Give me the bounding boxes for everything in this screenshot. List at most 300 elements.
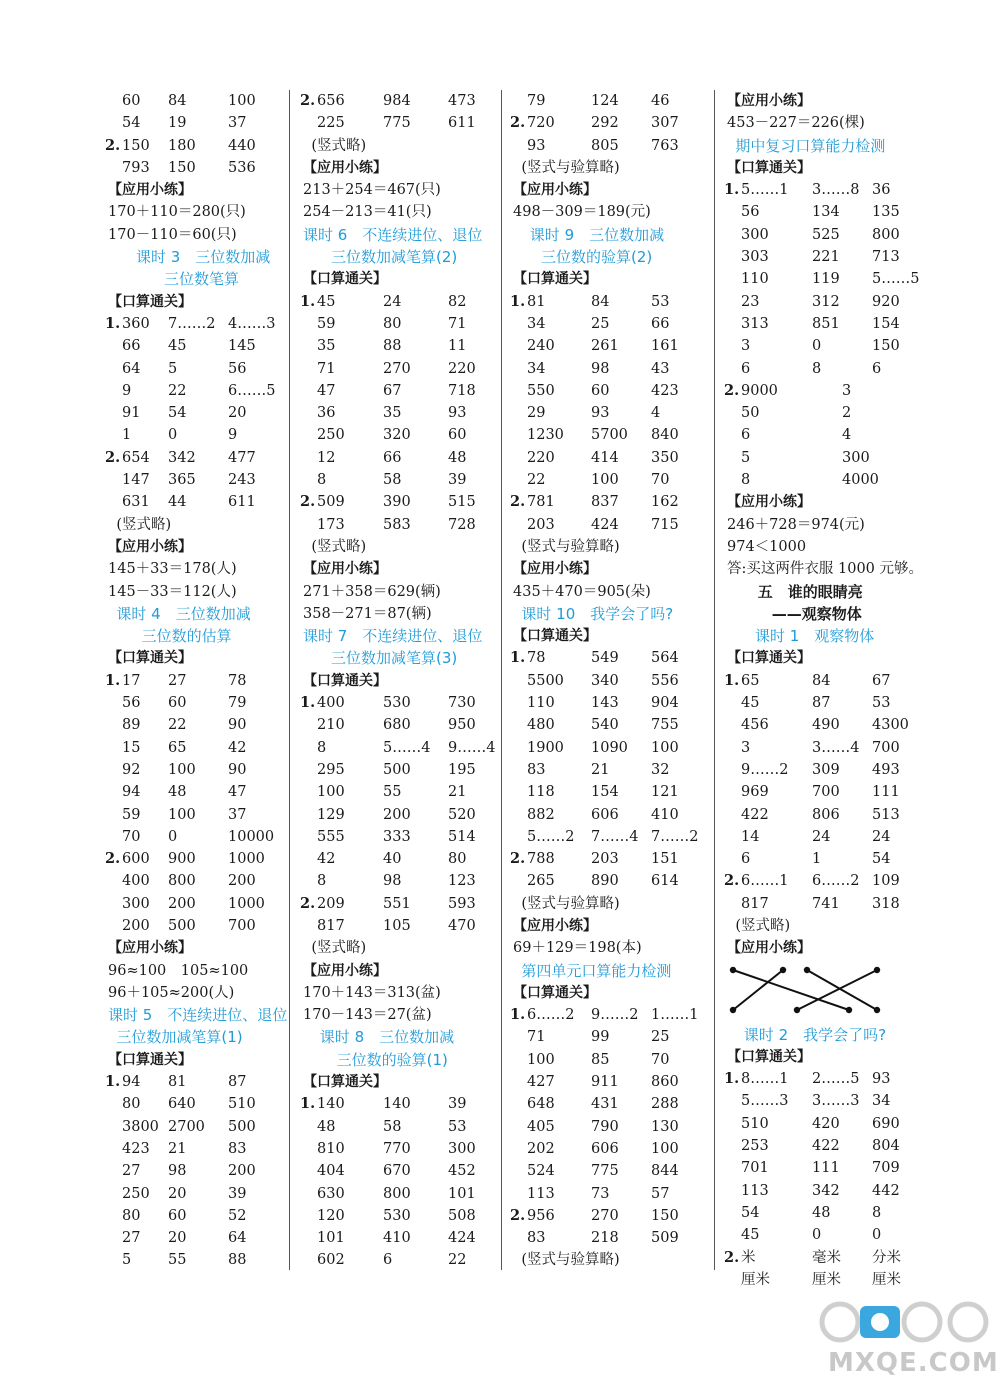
answer-value: 70 bbox=[651, 472, 670, 489]
answer-value: 195 bbox=[448, 761, 476, 778]
answer-text: 96＋105≈200(人) bbox=[108, 984, 235, 1001]
answer-value: 556 bbox=[651, 672, 679, 689]
answer-value: 431 bbox=[591, 1096, 619, 1113]
answer-value: 614 bbox=[651, 873, 679, 890]
answer-value: 1090 bbox=[591, 739, 628, 756]
question-number: 1. bbox=[105, 671, 121, 689]
answer-value: 3……3 bbox=[812, 1093, 860, 1110]
answer-value: 390 bbox=[383, 494, 411, 511]
answer-value: 150 bbox=[168, 159, 196, 176]
question-number: 1. bbox=[510, 292, 526, 310]
answer-value: 405 bbox=[527, 1118, 555, 1135]
answer-row bbox=[303, 335, 498, 357]
answer-value: 46 bbox=[651, 93, 670, 109]
answer-text: (竖式略) bbox=[311, 538, 367, 555]
answer-row bbox=[108, 424, 286, 446]
answer-value: 500 bbox=[383, 761, 411, 778]
answer-value: 42 bbox=[228, 739, 247, 756]
answer-row bbox=[727, 848, 987, 870]
section-header: 【口算通关】 bbox=[727, 650, 811, 667]
answer-value: 209 bbox=[317, 895, 345, 912]
answer-value: 295 bbox=[317, 761, 345, 778]
answer-value: 3……4 bbox=[812, 739, 860, 756]
answer-value: 741 bbox=[812, 895, 840, 912]
answer-value: 400 bbox=[317, 695, 345, 712]
answer-value: 600 bbox=[122, 851, 150, 868]
answer-value: 5……2 bbox=[527, 828, 575, 845]
answer-value: 60 bbox=[122, 93, 141, 109]
answer-value: 200 bbox=[122, 917, 150, 934]
answer-value: 180 bbox=[168, 137, 196, 154]
answer-value: 100 bbox=[651, 1140, 679, 1157]
answer-row bbox=[108, 402, 286, 424]
answer-value: 9……2 bbox=[591, 1007, 639, 1024]
answer-value: 85 bbox=[591, 1051, 610, 1068]
answer-row bbox=[108, 1160, 286, 1182]
answer-row bbox=[510, 291, 713, 313]
answer-value: 611 bbox=[228, 494, 256, 511]
answer-value: 5……5 bbox=[872, 271, 920, 288]
answer-value: 24 bbox=[872, 828, 891, 845]
section-header: 【应用小练】 bbox=[513, 561, 597, 578]
answer-row bbox=[513, 90, 713, 112]
answer-row bbox=[303, 848, 498, 870]
answer-value: 203 bbox=[591, 851, 619, 868]
answer-value: 606 bbox=[591, 806, 619, 823]
answer-value: 80 bbox=[383, 315, 402, 332]
answer-row bbox=[727, 826, 987, 848]
answer-value: 0 bbox=[812, 1227, 822, 1244]
answer-value: 65 bbox=[741, 672, 760, 689]
answer-row bbox=[303, 714, 498, 736]
answer-value: 333 bbox=[383, 828, 411, 845]
answer-text: (竖式略) bbox=[311, 940, 367, 957]
answer-value: 64 bbox=[122, 360, 141, 377]
answer-value: 101 bbox=[317, 1230, 345, 1247]
answer-row bbox=[727, 1224, 987, 1246]
watermark bbox=[818, 1300, 999, 1382]
match-line bbox=[733, 970, 849, 1010]
column-1 bbox=[105, 90, 288, 1272]
answer-value: 111 bbox=[872, 784, 900, 801]
match-dot bbox=[730, 1006, 736, 1012]
answer-value: 800 bbox=[872, 226, 900, 243]
answer-row bbox=[727, 402, 987, 424]
answer-text: 974＜1000 bbox=[727, 538, 807, 555]
lesson-title: 课时 8 三位数加减 bbox=[319, 1028, 455, 1047]
answer-value: 656 bbox=[317, 93, 345, 109]
answer-value: 728 bbox=[448, 516, 476, 533]
answer-value: 130 bbox=[651, 1118, 679, 1135]
answer-row bbox=[108, 1093, 286, 1115]
section-header: 【口算通关】 bbox=[513, 984, 597, 1001]
question-number: 2. bbox=[105, 448, 121, 466]
answer-value: 530 bbox=[383, 695, 411, 712]
answer-value: 58 bbox=[383, 472, 402, 489]
answer-value: 89 bbox=[122, 717, 141, 734]
answer-value: 21 bbox=[448, 784, 467, 801]
answer-value: 27 bbox=[122, 1230, 141, 1247]
answer-row bbox=[727, 1202, 987, 1224]
answer-row bbox=[727, 1113, 987, 1135]
answer-value: 87 bbox=[228, 1074, 247, 1091]
answer-row bbox=[727, 246, 987, 268]
answer-row bbox=[300, 491, 498, 513]
answer-row bbox=[510, 647, 713, 669]
answer-value: 39 bbox=[228, 1185, 247, 1202]
answer-value: 9 bbox=[122, 382, 132, 399]
answer-value: 24 bbox=[383, 293, 402, 310]
lesson-title: 期中复习口算能力检测 bbox=[735, 136, 886, 155]
answer-value: 21 bbox=[591, 761, 610, 778]
answer-value: 3 bbox=[741, 739, 751, 756]
answer-value: 220 bbox=[527, 449, 555, 466]
answer-value: 米 bbox=[741, 1249, 756, 1266]
answer-value: 203 bbox=[527, 516, 555, 533]
answer-value: 5 bbox=[122, 1252, 132, 1269]
answer-value: 48 bbox=[168, 784, 187, 801]
answer-row bbox=[727, 781, 987, 803]
answer-row bbox=[105, 447, 286, 469]
answer-row bbox=[513, 380, 713, 402]
answer-value: 80 bbox=[122, 1207, 141, 1224]
answer-value: 648 bbox=[527, 1096, 555, 1113]
answer-value: 54 bbox=[872, 851, 891, 868]
answer-value: 265 bbox=[527, 873, 555, 890]
answer-value: 120 bbox=[317, 1207, 345, 1224]
answer-row bbox=[513, 402, 713, 424]
answer-value: 105 bbox=[383, 917, 411, 934]
answer-text: 170－110＝60(只) bbox=[108, 226, 237, 243]
answer-value: 15 bbox=[122, 739, 141, 756]
answer-text: (竖式与验算略) bbox=[521, 1252, 620, 1269]
answer-value: 92 bbox=[122, 761, 141, 778]
answer-value: 93 bbox=[872, 1071, 891, 1088]
answer-row bbox=[108, 380, 286, 402]
answer-value: 817 bbox=[317, 917, 345, 934]
answer-row bbox=[108, 491, 286, 513]
column-divider bbox=[501, 90, 502, 1270]
answer-value: 3 bbox=[842, 382, 852, 399]
answer-row bbox=[108, 915, 286, 937]
answer-row bbox=[303, 1183, 498, 1205]
answer-row bbox=[513, 1116, 713, 1138]
answer-text: 498－309＝189(元) bbox=[513, 204, 651, 221]
answer-value: 140 bbox=[317, 1096, 345, 1113]
answer-row bbox=[727, 1090, 987, 1112]
answer-value: 150 bbox=[651, 1207, 679, 1224]
answer-value: 93 bbox=[448, 405, 467, 422]
answer-value: 39 bbox=[448, 1096, 467, 1113]
answer-value: 804 bbox=[872, 1138, 900, 1155]
answer-row bbox=[303, 313, 498, 335]
answer-row bbox=[724, 179, 987, 201]
answer-value: 100 bbox=[317, 784, 345, 801]
answer-row bbox=[727, 358, 987, 380]
answer-value: 151 bbox=[651, 851, 679, 868]
answer-value: 78 bbox=[527, 650, 546, 667]
section-header: 【口算通关】 bbox=[108, 1051, 192, 1068]
answer-value: 32 bbox=[651, 761, 670, 778]
answer-value: 360 bbox=[122, 315, 150, 332]
answer-text: 145－33＝112(人) bbox=[108, 583, 237, 600]
answer-row bbox=[727, 1269, 987, 1291]
answer-value: 24 bbox=[812, 828, 831, 845]
answer-row bbox=[513, 1049, 713, 1071]
answer-value: 121 bbox=[651, 784, 679, 801]
answer-value: 98 bbox=[168, 1163, 187, 1180]
answer-value: 124 bbox=[591, 93, 619, 109]
answer-value: 4 bbox=[842, 427, 852, 444]
answer-value: 17 bbox=[122, 672, 141, 689]
answer-value: 564 bbox=[651, 650, 679, 667]
lesson-title: 课时 9 三位数加减 bbox=[529, 225, 665, 244]
lesson-title: 课时 1 观察物体 bbox=[755, 627, 875, 646]
question-number: 2. bbox=[300, 92, 316, 109]
answer-row bbox=[303, 358, 498, 380]
section-header: 【应用小练】 bbox=[303, 159, 387, 176]
answer-value: 763 bbox=[651, 137, 679, 154]
answer-value: 524 bbox=[527, 1163, 555, 1180]
answer-value: 55 bbox=[383, 784, 402, 801]
answer-value: 200 bbox=[228, 1163, 256, 1180]
answer-row bbox=[303, 1249, 498, 1271]
answer-value: 65 bbox=[168, 739, 187, 756]
answer-value: 6 bbox=[741, 851, 751, 868]
answer-text: 271＋358＝629(辆) bbox=[303, 583, 441, 600]
answer-value: 143 bbox=[591, 695, 619, 712]
answer-value: 800 bbox=[383, 1185, 411, 1202]
answer-value: 240 bbox=[527, 338, 555, 355]
answer-row bbox=[513, 737, 713, 759]
answer-value: 10000 bbox=[228, 828, 275, 845]
answer-value: 670 bbox=[383, 1163, 411, 1180]
unit-heading: ——观察物体 bbox=[771, 604, 862, 623]
column-divider bbox=[714, 90, 715, 1270]
answer-row bbox=[513, 358, 713, 380]
answer-value: 0 bbox=[812, 338, 822, 355]
answer-value: 509 bbox=[317, 494, 345, 511]
answer-value: 477 bbox=[228, 449, 256, 466]
answer-value: 700 bbox=[872, 739, 900, 756]
answer-value: 42 bbox=[317, 851, 336, 868]
answer-row bbox=[727, 1180, 987, 1202]
answer-value: 806 bbox=[812, 806, 840, 823]
answer-value: 48 bbox=[812, 1204, 831, 1221]
answer-row bbox=[727, 201, 987, 223]
answer-row bbox=[108, 1227, 286, 1249]
answer-row bbox=[727, 469, 987, 491]
answer-value: 100 bbox=[168, 761, 196, 778]
answer-row bbox=[108, 714, 286, 736]
answer-value: 1……1 bbox=[651, 1007, 699, 1024]
answer-value: 100 bbox=[228, 93, 256, 109]
answer-value: 422 bbox=[741, 806, 769, 823]
answer-text: 答:买这两件衣服 1000 元够。 bbox=[727, 561, 924, 578]
answer-value: 715 bbox=[651, 516, 679, 533]
answer-value: 82 bbox=[448, 293, 467, 310]
answer-row bbox=[108, 469, 286, 491]
answer-value: 210 bbox=[317, 717, 345, 734]
answer-value: 510 bbox=[228, 1096, 256, 1113]
answer-value: 22 bbox=[448, 1252, 467, 1269]
answer-value: 4 bbox=[651, 405, 661, 422]
answer-value: 25 bbox=[651, 1029, 670, 1046]
answer-row bbox=[303, 826, 498, 848]
section-header: 【应用小练】 bbox=[108, 940, 192, 957]
lesson-title: 课时 4 三位数加减 bbox=[116, 604, 251, 623]
question-number: 1. bbox=[724, 1070, 740, 1088]
answer-value: 309 bbox=[812, 761, 840, 778]
lesson-title: 第四单元口算能力检测 bbox=[521, 961, 672, 980]
answer-value: 8 bbox=[812, 360, 822, 377]
answer-value: 154 bbox=[872, 315, 900, 332]
section-header: 【应用小练】 bbox=[513, 182, 597, 199]
answer-value: 775 bbox=[591, 1163, 619, 1180]
answer-row bbox=[727, 313, 987, 335]
answer-value: 47 bbox=[228, 784, 247, 801]
answer-value: 6 bbox=[741, 360, 751, 377]
answer-value: 730 bbox=[448, 695, 476, 712]
answer-row bbox=[513, 1160, 713, 1182]
answer-row bbox=[727, 893, 987, 915]
answer-value: 70 bbox=[651, 1051, 670, 1068]
answer-value: 64 bbox=[228, 1230, 247, 1247]
answer-value: 9……4 bbox=[448, 739, 496, 756]
answer-value: 312 bbox=[812, 293, 840, 310]
answer-value: 37 bbox=[228, 806, 247, 823]
answer-value: 452 bbox=[448, 1163, 476, 1180]
answer-value: 71 bbox=[448, 315, 467, 332]
answer-text: (竖式略) bbox=[311, 137, 367, 154]
answer-text: 246＋728＝974(元) bbox=[727, 516, 865, 533]
matching-figure bbox=[727, 960, 987, 1024]
answer-value: 71 bbox=[317, 360, 336, 377]
answer-row bbox=[303, 1138, 498, 1160]
answer-value: 307 bbox=[651, 115, 679, 132]
watermark-text: MXQE.COM bbox=[828, 1348, 999, 1378]
answer-value: 1 bbox=[122, 427, 132, 444]
answer-value: 厘米 bbox=[741, 1271, 770, 1288]
answer-value: 513 bbox=[872, 806, 900, 823]
answer-row bbox=[108, 112, 286, 134]
answer-value: 890 bbox=[591, 873, 619, 890]
answer-value: 1230 bbox=[527, 427, 564, 444]
answer-value: 35 bbox=[317, 338, 336, 355]
answer-row bbox=[105, 135, 286, 157]
answer-value: 350 bbox=[651, 449, 679, 466]
answer-row bbox=[108, 737, 286, 759]
answer-row bbox=[727, 447, 987, 469]
answer-value: 700 bbox=[812, 784, 840, 801]
answer-value: 8 bbox=[317, 472, 327, 489]
answer-value: 781 bbox=[527, 494, 555, 511]
answer-value: 88 bbox=[383, 338, 402, 355]
answer-value: 93 bbox=[527, 137, 546, 154]
answer-row bbox=[105, 848, 286, 870]
answer-value: 790 bbox=[591, 1118, 619, 1135]
answer-value: 56 bbox=[228, 360, 247, 377]
answer-value: 27 bbox=[122, 1163, 141, 1180]
answer-value: 440 bbox=[228, 137, 256, 154]
answer-value: 84 bbox=[168, 93, 187, 109]
answer-value: 66 bbox=[122, 338, 141, 355]
answer-value: 113 bbox=[741, 1182, 769, 1199]
answer-value: 99 bbox=[591, 1029, 610, 1046]
answer-value: 47 bbox=[317, 382, 336, 399]
answer-value: 6……1 bbox=[741, 873, 789, 890]
answer-row bbox=[513, 804, 713, 826]
answer-row bbox=[513, 759, 713, 781]
answer-row bbox=[513, 781, 713, 803]
answer-value: 67 bbox=[872, 672, 891, 689]
answer-value: 0 bbox=[168, 828, 178, 845]
answer-row bbox=[303, 1205, 498, 1227]
answer-value: 7……4 bbox=[591, 828, 639, 845]
answer-value: 60 bbox=[168, 695, 187, 712]
answer-value: 793 bbox=[122, 159, 150, 176]
answer-value: 270 bbox=[591, 1207, 619, 1224]
question-number: 1. bbox=[300, 292, 316, 310]
answer-value: 109 bbox=[872, 873, 900, 890]
answer-value: 厘米 bbox=[872, 1271, 901, 1288]
answer-row bbox=[727, 224, 987, 246]
lesson-title: 三位数的估算 bbox=[141, 627, 232, 646]
question-number: 1. bbox=[300, 1095, 316, 1113]
answer-value: 4……3 bbox=[228, 315, 276, 332]
answer-value: 480 bbox=[527, 717, 555, 734]
answer-value: 920 bbox=[872, 293, 900, 310]
answer-value: 837 bbox=[591, 494, 619, 511]
answer-row bbox=[513, 447, 713, 469]
answer-value: 340 bbox=[591, 672, 619, 689]
answer-value: 520 bbox=[448, 806, 476, 823]
answer-row bbox=[513, 1026, 713, 1048]
answer-value: 100 bbox=[591, 472, 619, 489]
answer-value: 110 bbox=[741, 271, 769, 288]
answer-row bbox=[108, 759, 286, 781]
section-header: 【应用小练】 bbox=[108, 538, 192, 555]
answer-row bbox=[108, 826, 286, 848]
answer-value: 3……8 bbox=[812, 182, 860, 199]
answer-value: 800 bbox=[168, 873, 196, 890]
answer-value: 78 bbox=[228, 672, 247, 689]
answer-value: 0 bbox=[872, 1227, 882, 1244]
answer-row bbox=[300, 692, 498, 714]
answer-row bbox=[108, 157, 286, 179]
answer-value: 300 bbox=[448, 1140, 476, 1157]
answer-row bbox=[303, 737, 498, 759]
answer-value: 510 bbox=[741, 1115, 769, 1132]
section-header: 【口算通关】 bbox=[303, 1074, 387, 1091]
answer-value: 313 bbox=[741, 315, 769, 332]
answer-value: 270 bbox=[383, 360, 411, 377]
answer-value: 500 bbox=[168, 917, 196, 934]
answer-row bbox=[105, 313, 286, 335]
column-4 bbox=[724, 90, 987, 1291]
section-header: 【口算通关】 bbox=[303, 672, 387, 689]
answer-text: (竖式略) bbox=[735, 917, 791, 934]
answer-value: 250 bbox=[317, 427, 345, 444]
answer-value: 490 bbox=[812, 717, 840, 734]
lesson-title: 课时 7 不连续进位、退位 bbox=[303, 627, 483, 646]
answer-value: 680 bbox=[383, 717, 411, 734]
answer-value: 90 bbox=[228, 761, 247, 778]
answer-value: 44 bbox=[168, 494, 187, 511]
section-header: 【口算通关】 bbox=[727, 1048, 811, 1065]
answer-value: 342 bbox=[812, 1182, 840, 1199]
answer-value: 6 bbox=[383, 1252, 393, 1269]
